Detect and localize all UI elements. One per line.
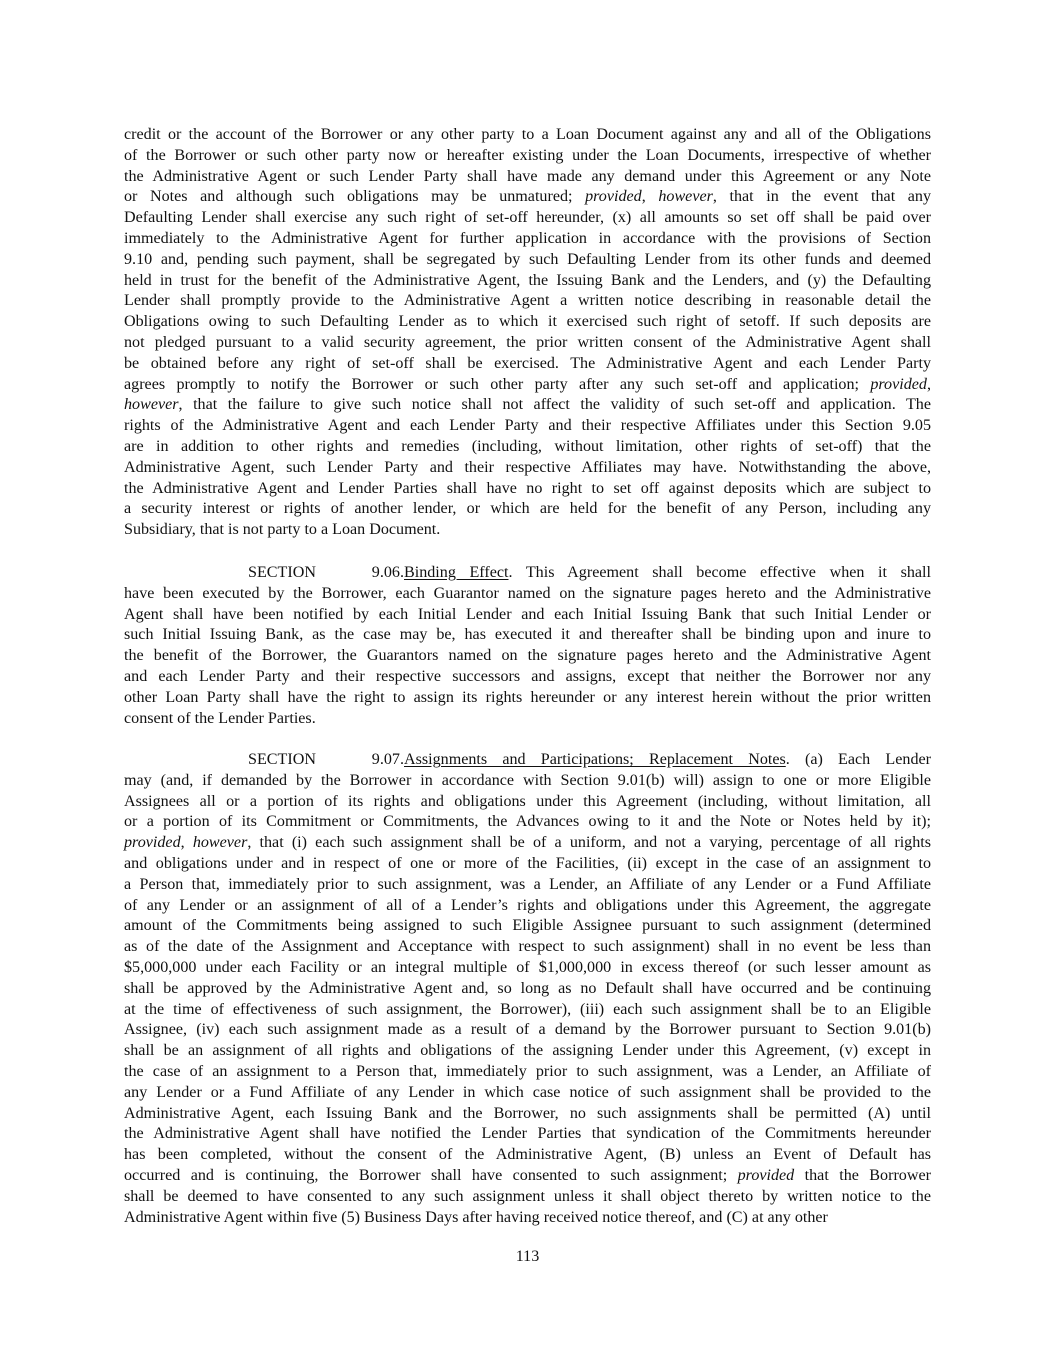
- text-run: occurred and is continuing, the Borrower shall have consented to such assignment;: [124, 1167, 738, 1184]
- text-line: [124, 1165, 931, 1186]
- text-run: Obligations owing to such Defaulting Lender as to which it exercised such right of setoff. If such deposits are: [124, 313, 931, 331]
- text-run: or a portion of its Commitment or Commitments, the Advances owing to it and the Note or Notes held by it);: [124, 813, 931, 831]
- text-line: [124, 478, 931, 499]
- text-run: shall be approved by the Administrative Agent and, so long as no Default shall have occurred and be continuing: [124, 979, 931, 997]
- text-run: or Notes and although such obligations may be unmatured;: [124, 188, 586, 206]
- text-line: [124, 666, 931, 687]
- text-run: may (and, if demanded by the Borrower in accordance with Section 9.01(b) will) assign to one or more Eligible: [124, 771, 931, 789]
- section-title: Binding Effect: [404, 564, 509, 581]
- page-number: 113: [515, 1248, 540, 1265]
- text-run: Assignee, (iv) each such assignment made as a result of a demand by the Borrower pursuant to Section 9.01(b): [124, 1021, 931, 1039]
- text-run: provided: [124, 834, 181, 852]
- text-run: has been completed, without the consent of the Administrative Agent, (B) unless an Event of Default has: [124, 1146, 931, 1164]
- text-run: shall be an assignment of all rights and obligations of the assigning Lender under this Agreement, (v) except in: [124, 1042, 931, 1060]
- text-run: at the time of effectiveness of such assignment, the Borrower), (iii) each such assignment shall be to an Eligible: [124, 1000, 931, 1018]
- text-run: ,: [180, 834, 193, 852]
- section-number: SECTION 9.06.: [248, 564, 404, 581]
- text-run: as of the date of the Assignment and Acceptance with respect to such assignment) shall in no event be less than: [124, 938, 931, 956]
- text-line: [124, 1061, 931, 1082]
- text-run: have been executed by the Borrower, each Guarantor named on the signature pages hereto and the Administrative: [124, 584, 931, 602]
- text-run: Lender shall promptly provide to the Administrative Agent a written notice describing in reasonable detail the: [124, 292, 931, 310]
- text-line: [124, 270, 931, 291]
- text-run: however: [192, 834, 248, 852]
- text-line: [124, 207, 931, 228]
- text-run: the case of an assignment to a Person that, immediately prior to such assignment, was a Lender, an Affiliate of: [124, 1063, 931, 1080]
- text-line: [124, 936, 931, 957]
- section-number: SECTION 9.07.: [248, 751, 404, 768]
- text-line: [124, 999, 931, 1020]
- text-line: [124, 311, 931, 332]
- text-run: Defaulting Lender shall exercise any such right of set-off hereunder, (x) all amounts so set off shall be paid over: [124, 209, 931, 227]
- text-line: [124, 874, 931, 895]
- text-run: ,: [926, 375, 931, 393]
- text-run: amount of the Commitments being assigned to such Eligible Assignee pursuant to such assignment (determined: [124, 917, 931, 935]
- text-run: , that in the event that any: [712, 188, 932, 206]
- text-run: a Person that, immediately prior to such assignment, was a Lender, an Affiliate of any Lender or a Fund Affiliate: [124, 875, 931, 893]
- text-run: be obtained before any right of set-off shall be exercised. The Administrative Agent and each Lender Party: [124, 354, 931, 372]
- text-line: [124, 249, 931, 270]
- text-line: [124, 1103, 931, 1124]
- text-line: [124, 519, 931, 540]
- text-run: not pledged pursuant to a valid security agreement, the prior written consent of the Administrative Agent shall: [124, 334, 931, 351]
- text-run: that the Borrower: [794, 1167, 931, 1184]
- text-line: [124, 145, 931, 166]
- text-line: [124, 353, 931, 374]
- text-line: [124, 457, 931, 478]
- text-run: of any Lender or an assignment of all of a Lender’s rights and obligations under this Agreement, the aggregate: [124, 896, 931, 914]
- text-run: and each Lender Party and their respective successors and assigns, except that neither the Borrower nor any: [124, 668, 931, 685]
- text-run: however: [124, 396, 179, 414]
- text-run: Administrative Agent within five (5) Business Days after having received notice thereof, and (C) at any other: [124, 1208, 828, 1226]
- text-run: Agent shall have been notified by each Initial Lender and each Initial Issuing Bank that such Initial Lender or: [124, 605, 931, 623]
- text-run: , that the failure to give such notice shall not affect the validity of such set-off and application. The: [178, 396, 931, 414]
- section-heading-line: [248, 562, 931, 583]
- text-line: [124, 832, 931, 853]
- text-run: a security interest or rights of another lender, or which are held for the benefit of any Person, including any: [124, 500, 931, 518]
- text-line: [124, 394, 931, 415]
- text-line: [124, 1019, 931, 1040]
- text-run: however: [658, 188, 713, 206]
- text-run: any Lender or a Fund Affiliate of any Lender in which case notice of such assignment shall be provided to the: [124, 1083, 931, 1101]
- text-line: [124, 374, 931, 395]
- text-run: Subsidiary, that is not party to a Loan Document.: [124, 521, 441, 539]
- section-first-line-text: . This Agreement shall become effective when it shall: [508, 564, 931, 581]
- text-run: and obligations under and in respect of one or more of the Facilities, (ii) except in the case of an assignment to: [124, 855, 931, 872]
- text-line: [124, 166, 931, 187]
- text-line: [124, 1040, 931, 1061]
- text-run: provided: [585, 188, 642, 206]
- section-heading-line: [248, 749, 931, 770]
- text-run: the Administrative Agent and Lender Parties shall have no right to set off against deposits which are subject to: [124, 479, 931, 497]
- text-run: $5,000,000 under each Facility or an integral multiple of $1,000,000 in excess thereof (or such lesser amount as: [124, 959, 931, 976]
- text-line: [124, 1144, 931, 1165]
- text-line: [124, 1082, 931, 1103]
- text-run: credit or the account of the Borrower or any other party to a Loan Document against any and all of the Obligations: [124, 126, 931, 143]
- text-line: [124, 436, 931, 457]
- text-line: [124, 1186, 931, 1207]
- text-run: ,: [641, 188, 659, 206]
- text-line: [124, 957, 931, 978]
- text-run: consent of the Lender Parties.: [124, 709, 316, 727]
- text-line: [124, 624, 931, 645]
- text-run: immediately to the Administrative Agent for further application in accordance with the provisions of Section: [124, 230, 931, 247]
- text-line: [124, 770, 931, 791]
- text-run: the Administrative Agent or such Lender Party shall have made any demand under this Agreement or any Note: [124, 167, 931, 185]
- text-run: Administrative Agent, such Lender Party and their respective Affiliates may have. Notwithstanding the above,: [124, 458, 931, 476]
- text-run: such Initial Issuing Bank, as the case may be, has executed it and thereafter shall be binding upon and inure to: [124, 626, 931, 644]
- text-run: provided: [737, 1167, 795, 1184]
- text-run: rights of the Administrative Agent and each Lender Party and their respective Affiliates under this Section 9.05: [124, 417, 931, 435]
- text-line: [124, 915, 931, 936]
- text-line: [124, 708, 931, 729]
- text-run: are in addition to other rights and remedies (including, without limitation, other rights of set-off) that the: [124, 438, 931, 455]
- text-line: [124, 853, 931, 874]
- text-run: the benefit of the Borrower, the Guarantors named on the signature pages hereto and the Administrative Agent: [124, 647, 931, 665]
- text-line: [124, 791, 931, 812]
- text-line: [124, 415, 931, 436]
- text-line: [124, 978, 931, 999]
- text-line: [124, 687, 931, 708]
- text-run: shall be deemed to have consented to any such assignment unless it shall object thereto by written notice to the: [124, 1187, 931, 1205]
- text-line: [124, 811, 931, 832]
- text-line: [124, 895, 931, 916]
- text-line: [124, 583, 931, 604]
- text-line: [124, 186, 931, 207]
- text-run: other Loan Party shall have the right to assign its rights hereunder or any interest herein without the prior written: [124, 688, 931, 706]
- text-line: [124, 498, 931, 519]
- text-run: Assignees all or a portion of its rights and obligations under this Agreement (including, without limitation, all: [124, 792, 931, 810]
- text-run: agrees promptly to notify the Borrower or such other party after any such set-off and application;: [124, 375, 871, 393]
- text-run: provided: [870, 375, 927, 393]
- section-first-line-text: . (a) Each Lender: [785, 751, 931, 768]
- text-line: [124, 1123, 931, 1144]
- text-line: [124, 604, 931, 625]
- text-run: of the Borrower or such other party now or hereafter existing under the Loan Documents, irrespective of whether: [124, 146, 931, 164]
- text-line: [124, 645, 931, 666]
- text-line: [124, 1207, 931, 1228]
- text-line: [124, 332, 931, 353]
- text-run: Administrative Agent, each Issuing Bank and the Borrower, no such assignments shall be permitted (A) until: [124, 1104, 931, 1122]
- text-run: 9.10 and, pending such payment, shall be segregated by such Defaulting Lender from its other funds and deemed: [124, 250, 931, 268]
- text-run: the Administrative Agent shall have notified the Lender Parties that syndication of the Commitments hereunder: [124, 1125, 931, 1143]
- text-run: held in trust for the benefit of the Administrative Agent, the Issuing Bank and the Lenders, and (y) the Defaulting: [124, 271, 931, 289]
- text-line: [124, 124, 931, 145]
- text-line: [124, 290, 931, 311]
- text-line: [124, 228, 931, 249]
- text-run: , that (i) each such assignment shall be of a uniform, and not a varying, percentage of all rights: [247, 834, 931, 852]
- section-title: Assignments and Participations; Replacement Notes: [404, 751, 786, 768]
